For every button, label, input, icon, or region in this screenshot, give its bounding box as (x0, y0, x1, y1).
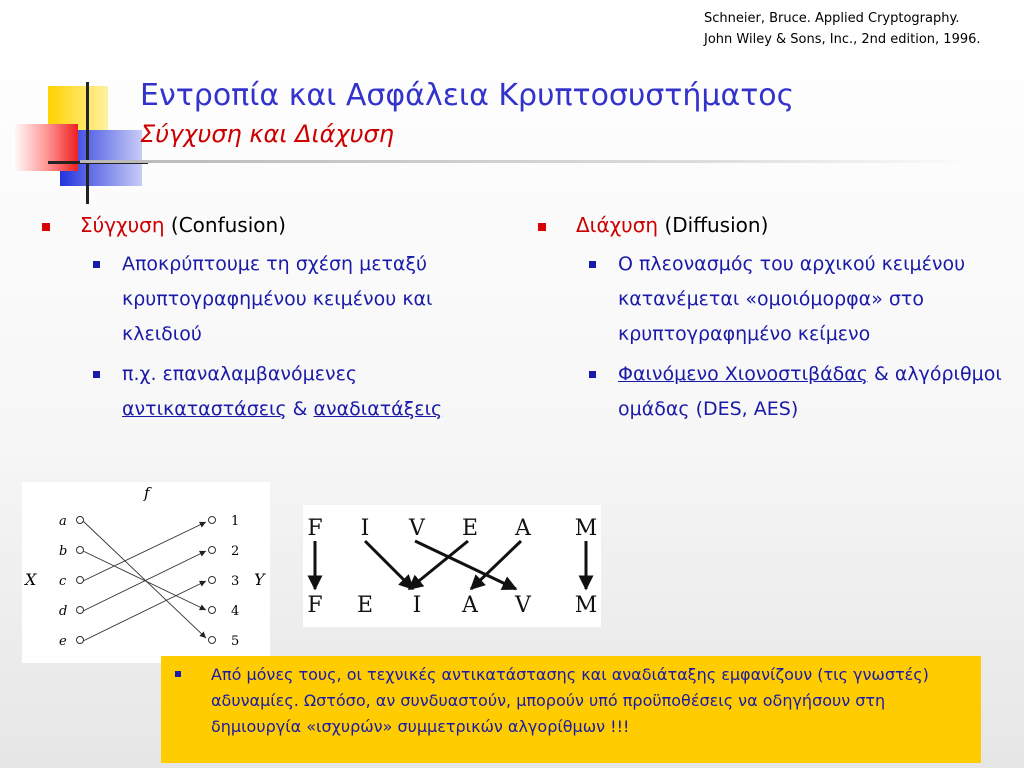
note-text: Από μόνες τους, οι τεχνικές αντικατάστασης και αναδιάταξης εμφανίζουν (τις γνωστές) αδυναμίες. Ωστόσο, αν συνδυαστούν, μπορούν υπό προϋποθέσεις να οδηγήσουν στη δημιουργία «ισχυρών» συμμετρικών αλγορίθμων !!! (211, 665, 929, 736)
sub-bullet-icon (589, 261, 596, 268)
note-box (161, 656, 981, 763)
confusion-term-en: (Confusion) (164, 213, 286, 237)
diffusion-subitem-1 (534, 247, 1014, 352)
plaintext-letter: E (461, 516, 479, 541)
codomain-element: 4 (231, 604, 240, 619)
codomain-element: 2 (231, 544, 240, 559)
ciphertext-letter: V (515, 593, 531, 618)
page-title: Εντροπία και Ασφάλεια Κρυπτοσυστήματος (140, 78, 795, 113)
mapping-diagram (22, 482, 270, 663)
plaintext-letter: V (409, 516, 425, 541)
diffusion-subitem-2 (534, 357, 1014, 427)
plaintext-letter: I (360, 516, 370, 541)
codomain-label: Y (254, 570, 265, 589)
sub-bullet-icon (589, 371, 596, 378)
diffusion-subitem-2-rest: & αλγόριθμοι ομάδας (DES, AES) (618, 363, 1002, 420)
ciphertext-letter: I (412, 593, 422, 618)
permutations-link[interactable]: αναδιατάξεις (313, 398, 443, 420)
diffusion-subitem-2-text (618, 363, 1002, 420)
diffusion-term-en: (Diffusion) (658, 213, 769, 237)
permutation-diagram (303, 505, 601, 627)
decorative-logo (0, 80, 150, 210)
ciphertext-letter: E (356, 593, 374, 618)
plaintext-letter: F (307, 516, 323, 541)
confusion-subitem-2-text (122, 363, 442, 420)
plaintext-letter: M (574, 516, 598, 541)
diffusion-bullet (534, 208, 1014, 242)
domain-element: c (59, 574, 67, 589)
ciphertext-letter: M (574, 593, 598, 618)
domain-element: b (59, 544, 68, 559)
domain-label: X (25, 570, 37, 589)
diffusion-term: Διάχυση (576, 213, 659, 237)
bullet-square-icon (42, 223, 50, 231)
confusion-subitem-1 (38, 247, 508, 352)
title-underline (80, 160, 972, 163)
sub-bullet-icon (93, 261, 100, 268)
citation-line-1: Schneier, Bruce. Applied Cryptography. (704, 11, 960, 26)
domain-element: d (59, 604, 68, 619)
ciphertext-letter: F (307, 593, 323, 618)
ciphertext-letter: A (462, 593, 478, 618)
function-label: f (144, 484, 150, 502)
citation (704, 8, 981, 50)
codomain-element: 3 (231, 574, 240, 589)
domain-element: a (59, 514, 67, 529)
substitutions-link[interactable]: αντικαταστάσεις (122, 398, 287, 420)
avalanche-effect-link[interactable]: Φαινόμενο Χιονοστιβάδας (618, 363, 868, 385)
confusion-bullet (38, 208, 508, 242)
codomain-element: 5 (231, 634, 240, 649)
domain-element: e (59, 634, 67, 649)
confusion-subitem-2-mid: & (286, 398, 314, 420)
note-bullet-icon (175, 671, 181, 677)
confusion-subitem-2-prefix: π.χ. επαναλαμβανόμενες (122, 363, 358, 385)
diffusion-column (534, 208, 1014, 427)
confusion-term: Σύγχυση (80, 213, 165, 237)
confusion-column (38, 208, 508, 427)
codomain-element: 1 (231, 514, 240, 529)
sub-bullet-icon (93, 371, 100, 378)
citation-line-2: John Wiley & Sons, Inc., 2nd edition, 1996. (704, 32, 981, 47)
plaintext-letter: A (515, 516, 531, 541)
confusion-subitem-2 (38, 357, 508, 427)
diffusion-subitem-1-text: Ο πλεονασμός του αρχικού κειμένου κατανέμεται «ομοιόμορφα» στο κρυπτογραφημένο κείμενο (618, 253, 966, 345)
page-subtitle: Σύγχυση και Διάχυση (140, 120, 394, 148)
bullet-square-icon (538, 223, 546, 231)
confusion-subitem-1-text: Αποκρύπτουμε τη σχέση μεταξύ κρυπτογραφημένου κειμένου και κλειδιού (122, 253, 433, 345)
